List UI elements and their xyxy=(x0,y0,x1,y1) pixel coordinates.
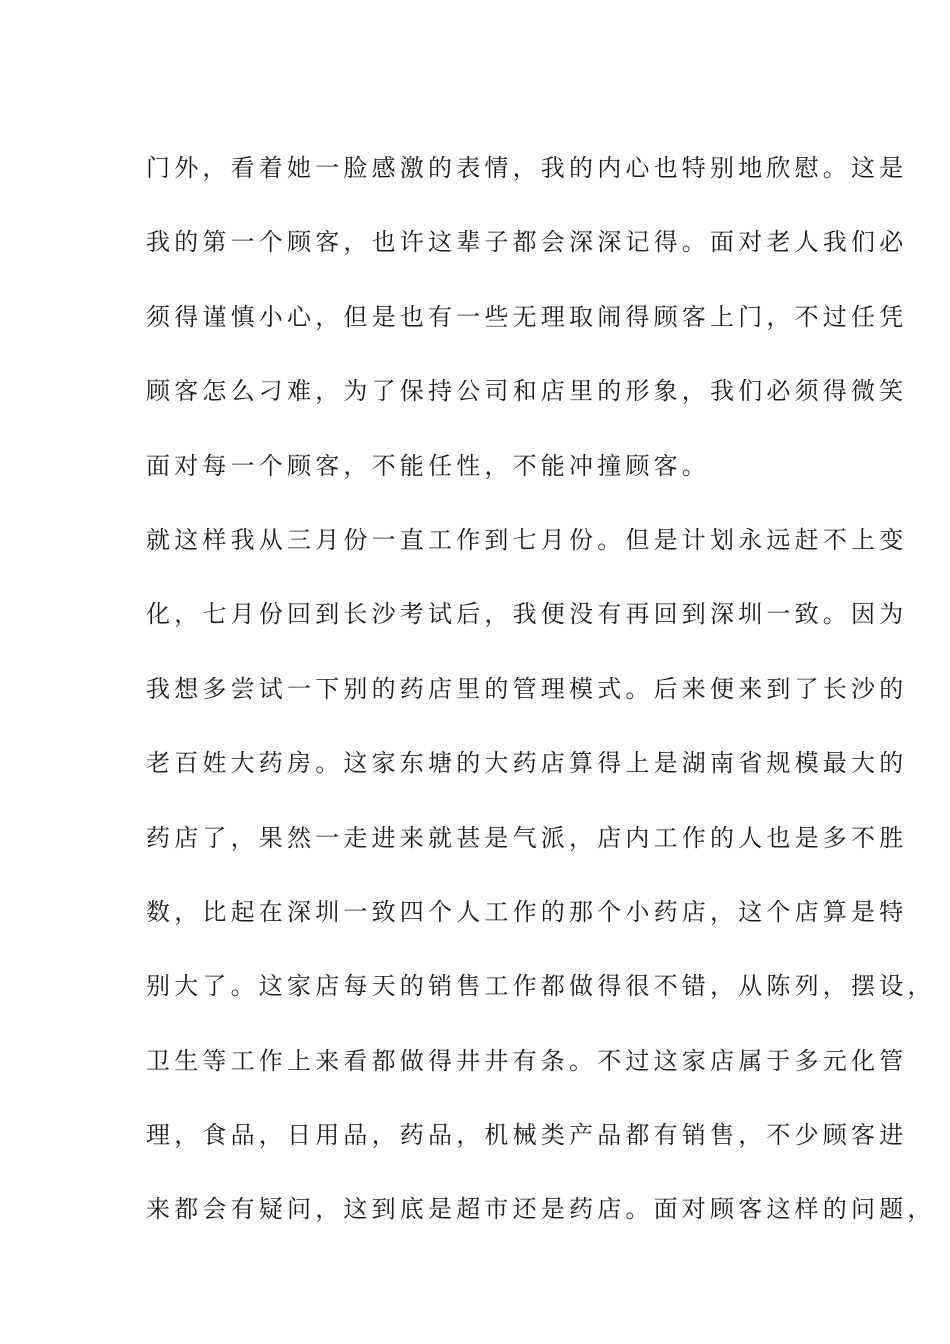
text-line-7: 化，七月份回到长沙考试后，我便没有再回到深圳一致。因为 xyxy=(146,600,908,629)
text-line-6: 就这样我从三月份一直工作到七月份。但是计划永远赶不上变 xyxy=(146,525,908,554)
text-line-2: 我的第一个顾客，也许这辈子都会深深记得。面对老人我们必 xyxy=(146,228,908,257)
text-line-10: 药店了，果然一走进来就甚是气派，店内工作的人也是多不胜 xyxy=(146,823,908,852)
text-line-11: 数，比起在深圳一致四个人工作的那个小药店，这个店算是特 xyxy=(146,897,908,926)
text-line-5: 面对每一个顾客，不能任性，不能冲撞顾客。 xyxy=(146,451,710,480)
text-line-8: 我想多尝试一下别的药店里的管理模式。后来便来到了长沙的 xyxy=(146,674,908,703)
text-line-15: 来都会有疑问，这到底是超市还是药店。面对顾客这样的问题， xyxy=(146,1195,936,1224)
body-text xyxy=(146,131,936,1247)
text-line-12: 别大了。这家店每天的销售工作都做得很不错，从陈列，摆设， xyxy=(146,972,936,1001)
text-line-1: 门外，看着她一脸感激的表情，我的内心也特别地欣慰。这是 xyxy=(146,154,908,182)
text-line-9: 老百姓大药房。这家东塘的大药店算得上是湖南省规模最大的 xyxy=(146,749,908,778)
text-line-4: 顾客怎么刁难，为了保持公司和店里的形象，我们必须得微笑 xyxy=(146,377,908,406)
text-line-3: 须得谨慎小心，但是也有一些无理取闹得顾客上门，不过任凭 xyxy=(146,302,908,331)
text-line-13: 卫生等工作上来看都做得井井有条。不过这家店属于多元化管 xyxy=(146,1046,908,1075)
text-line-14: 理，食品，日用品，药品，机械类产品都有销售，不少顾客进 xyxy=(146,1121,908,1150)
